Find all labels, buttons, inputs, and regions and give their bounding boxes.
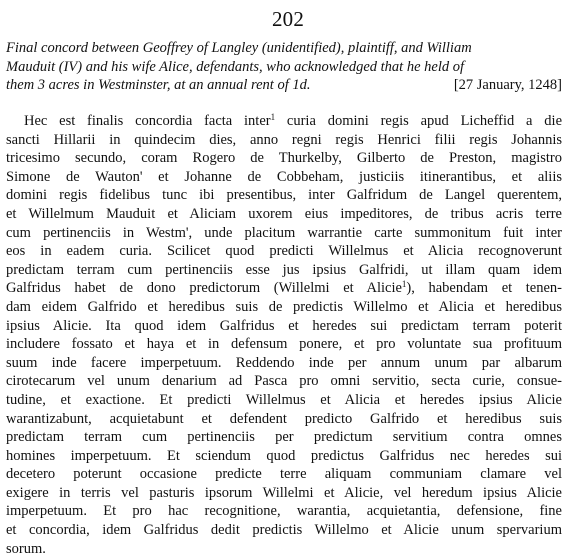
body-line: predictam terram cum pertinenciis esse jus ipsius Galfridi, ut illam quam idem: [6, 261, 562, 278]
body-line: [6, 112, 562, 131]
body-line: exigere in terris vel pasturis ipsorum Willelmi et Alicie, vel heredum ipsius Alicie: [6, 484, 562, 501]
body-line: imperpetuum. Et pro hac recognitione, warantia, acquietantia, defensione, fine: [6, 503, 562, 520]
body-line: Simone de Wauton' et Johanne de Cobbeham, justiciis itinerantibus, et aliis: [6, 168, 562, 185]
body-line: cum pertinenciis in Westm', unde placitum warrantie carte summonitum fuit inter: [6, 224, 562, 241]
heading-line-2: [6, 58, 562, 77]
heading-line-3-text: them 3 acres in Westminster, at an annual rent of 1d.: [6, 77, 311, 93]
body-line: includere fossato et haya et in defensum ponere, et pro voluntate sua profituum: [6, 336, 562, 353]
body-line: tudine, et exactione. Et predicti Willelmus et Alicia et heredes ipsius Alicie: [6, 391, 562, 408]
body-line: eos in eadem curia. Scilicet quod predicti Willelmus et Alicia recognoverunt: [6, 243, 562, 260]
body-line: predictam terram cum pertinenciis per predictum servitium contra omnes: [6, 429, 562, 446]
footnote-marker: 1: [401, 279, 407, 290]
heading-line-3: [6, 76, 562, 95]
heading-line-1-text: Final concord between Geoffrey of Langley (unidentified), plaintiff, and William: [6, 40, 472, 56]
page-number: 202: [271, 7, 305, 31]
body-line: dam eidem Galfrido et heredibus suis de predictis Willelmo et Alicia et heredibus: [6, 298, 562, 315]
body-line-last: sorum.: [6, 540, 46, 557]
body-line: sancti Hillarii in quindecim dies, anno regni regis Henrici filii regis Johannis: [6, 131, 562, 148]
footnote-marker: 1: [270, 112, 276, 122]
heading-line-1: [6, 39, 562, 58]
body-line-text: curia domini regis apud Licheffid a die: [286, 113, 563, 129]
body-line: et Willelmum Mauduit et Aliciam uxorem eius impeditores, de tribus acris terre: [6, 205, 562, 222]
body-line: cirotecarum vel unum denarium ad Pasca pro omni servitio, secta curie, consue-: [6, 373, 562, 390]
body-line-text: Galfridus habet de dono predictorum (Willelmi et Alicie: [6, 280, 402, 297]
body-line: tricesimo secundo, coram Rogero de Thurkelby, Gilberto de Preston, magistro: [6, 150, 562, 167]
body-line-text: ), habendam et tenen-: [406, 280, 563, 297]
body-line: ipsius Alicie. Ita quod idem Galfridus et heredes sui predictam terram poterit: [6, 317, 562, 334]
document-heading: [6, 39, 562, 95]
body-line: decetero poterunt occasione predicte terre aliquam communiam clamare vel: [6, 466, 562, 483]
body-line: homines imperpetuum. Et sciendum quod predictus Galfridus nec heredes sui: [6, 447, 562, 464]
body-line: [6, 279, 562, 298]
heading-date: [27 January, 1248]: [453, 77, 562, 93]
body-line: et concordia, idem Galfridus dedit predictis Willelmo et Alicie unum spervarium: [6, 522, 562, 539]
document-body: [6, 112, 562, 558]
body-line: warantizabunt, acquietabunt et defendent predicto Galfrido et heredibus suis: [6, 410, 562, 427]
body-line: suum inde facere imperpetuum. Reddendo inde per annum unum par albarum: [6, 354, 562, 371]
heading-line-2-text: Mauduit (IV) and his wife Alice, defendants, who acknowledged that he held of: [6, 58, 465, 75]
body-line-text: Hec est finalis concordia facta inter: [24, 113, 271, 129]
body-line: domini regis fidelibus tunc ibi presentibus, inter Galfridum de Langel querentem,: [6, 187, 562, 204]
